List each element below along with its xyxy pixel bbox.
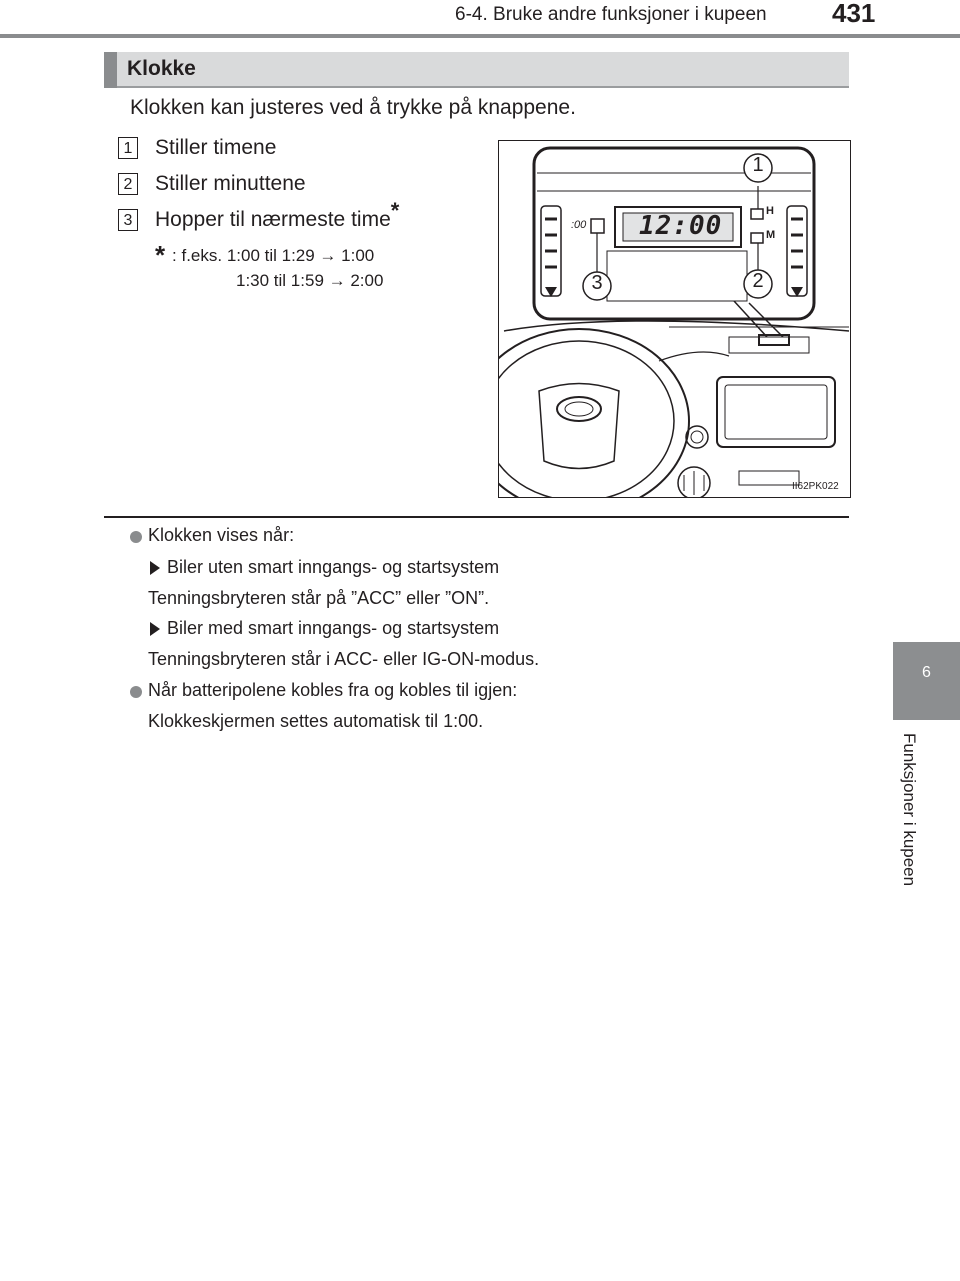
clock-display-time: 12:00 — [639, 211, 723, 241]
bullet-icon — [130, 686, 142, 698]
chapter-number: 6 — [922, 664, 931, 681]
note-case2: Biler med smart inngangs- og startsystem — [167, 618, 500, 638]
footnote-line2: 1:30 til 1:59 → 2:00 — [236, 271, 384, 290]
section-title-accent — [104, 52, 117, 88]
item-3-line — [155, 198, 400, 232]
intro-text: Klokken kan justeres ved å trykke på knappene. — [130, 96, 576, 119]
clock-illustration — [499, 141, 850, 497]
note-battery-text: Klokkeskjermen settes automatisk til 1:00. — [148, 711, 484, 731]
item-text-1: Stiller timene — [155, 136, 277, 159]
arrow-right-icon — [150, 622, 160, 636]
callout-1: 1 — [752, 154, 764, 176]
arrow-right-icon — [150, 561, 160, 575]
page-number: 431 — [832, 0, 876, 28]
clock-aux-display: :00 — [571, 219, 587, 231]
footnote-star: * — [155, 240, 166, 270]
item-number-2: 2 — [118, 173, 138, 195]
item-number-3: 3 — [118, 209, 138, 231]
footnote-marker: * — [390, 198, 400, 223]
callout-3: 3 — [591, 272, 603, 294]
minute-button-label: M — [766, 229, 776, 241]
item-text-3: Hopper til nærmeste time — [155, 208, 391, 231]
bullet-icon — [130, 531, 142, 543]
note-case2-text: Tenningsbryteren står i ACC- eller IG-ON-modus. — [148, 649, 540, 669]
header-rule — [0, 34, 960, 38]
section-divider — [104, 516, 849, 518]
header-section-title: 6-4. Bruke andre funksjoner i kupeen — [455, 4, 767, 25]
figure-code: II62PK022 — [792, 481, 839, 492]
section-title: Klokke — [127, 57, 196, 80]
note-case1: Biler uten smart inngangs- og startsystem — [167, 557, 500, 577]
item-text-2: Stiller minuttene — [155, 172, 306, 195]
chapter-label: Funksjoner i kupeen — [900, 733, 919, 887]
footnote-line1: f.eks. 1:00 til 1:29 → 1:00 — [181, 246, 375, 265]
note-case1-text: Tenningsbryteren står på ”ACC” eller ”ON”. — [148, 588, 490, 608]
footnote-line-1 — [172, 246, 374, 266]
clock-figure — [498, 140, 851, 498]
note-battery-title: Når batteripolene kobles fra og kobles til igjen: — [148, 680, 518, 700]
hour-button-label: H — [766, 205, 774, 217]
footnote-colon: : — [172, 246, 177, 265]
item-number-1: 1 — [118, 137, 138, 159]
section-title-bar — [104, 52, 849, 88]
callout-2: 2 — [752, 270, 764, 292]
note-display-title: Klokken vises når: — [148, 525, 295, 545]
